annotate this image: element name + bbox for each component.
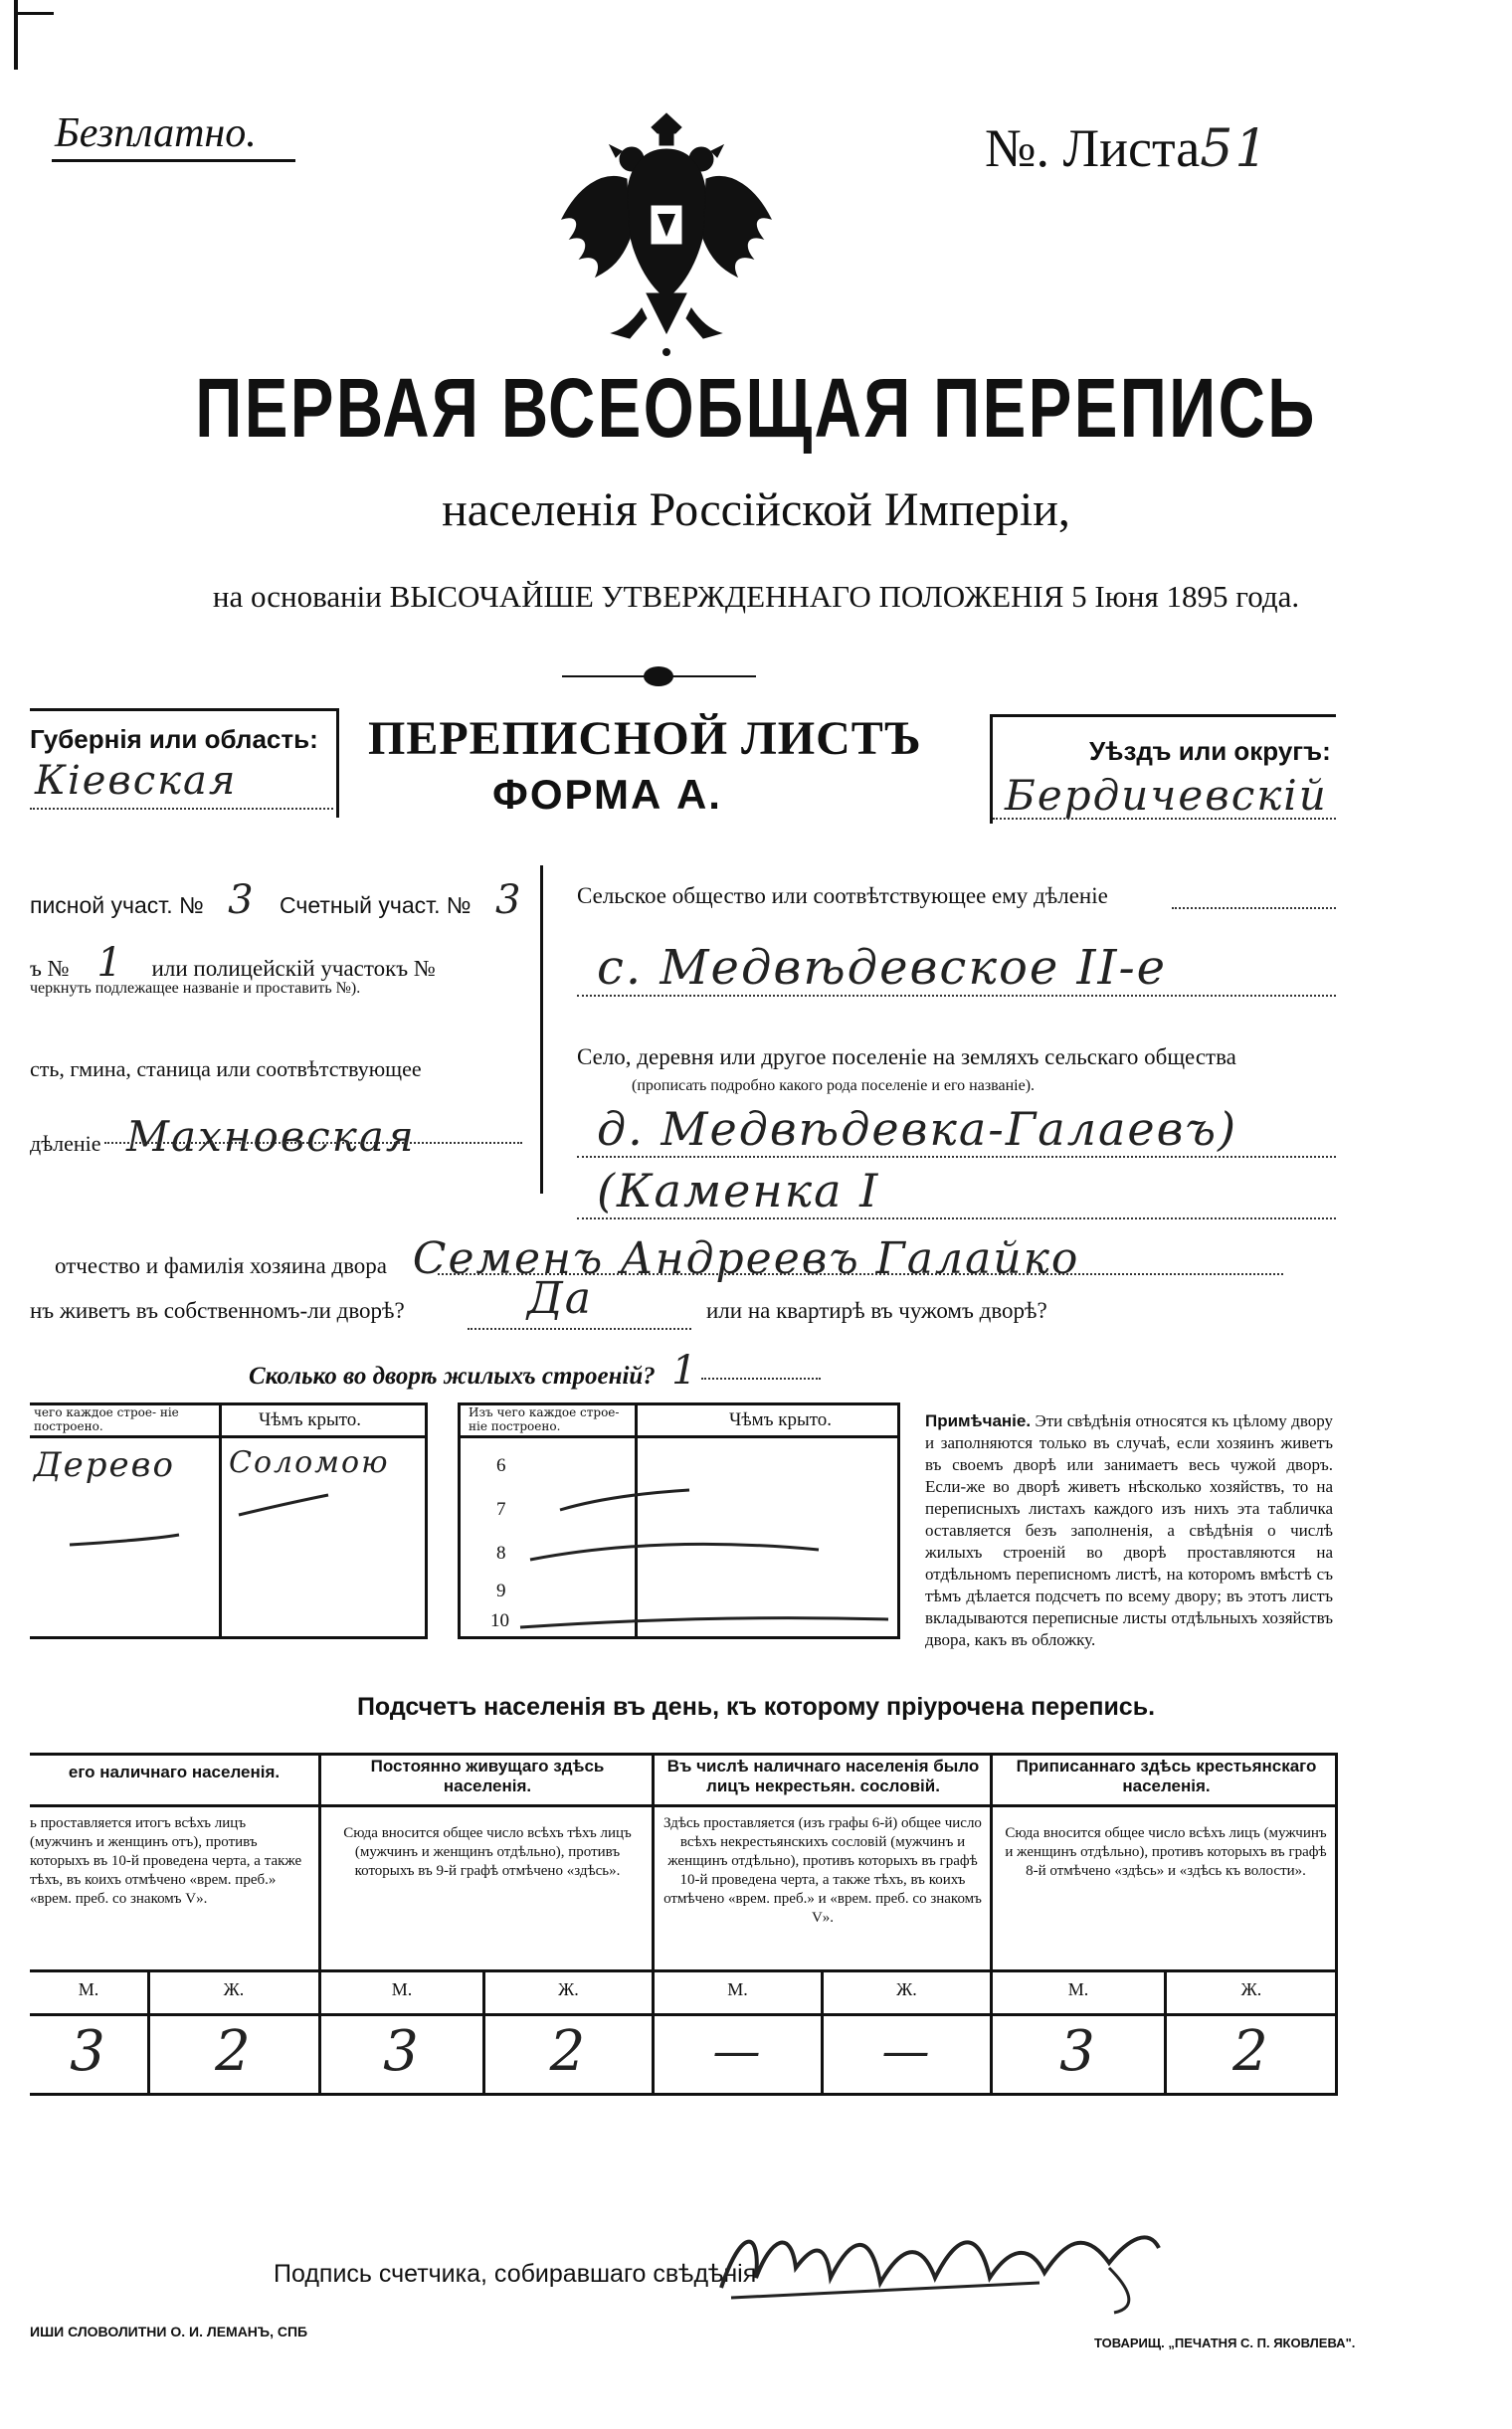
- row1-material: Дерево: [34, 1445, 175, 1485]
- buildings-table-right: [458, 1402, 900, 1639]
- buildings-table: [30, 1402, 900, 1639]
- pop-col4-head: Приписаннаго здѣсь крестьянскаго населенія.: [1016, 1757, 1317, 1795]
- pop-col1-head: его наличнаго населенія.: [68, 1763, 281, 1781]
- pop-col2-head: Постоянно живущаго здѣсь населенія.: [370, 1757, 605, 1795]
- printer-right: ТОВАРИЩ. „ПЕЧАТНЯ С. П. ЯКОВЛЕВА".: [1094, 2336, 1356, 2350]
- printer-left: ИШИ СЛОВОЛИТНИ О. И. ЛЕМАНЪ, СПБ: [30, 2324, 308, 2339]
- enumerator-signature: [711, 2208, 1169, 2318]
- pop-col3-zh-value: —: [881, 2023, 932, 2079]
- rule: [336, 708, 339, 818]
- selo-note: (прописать подробно какого рода поселеніе и его названіе).: [632, 1077, 1036, 1094]
- pop-col4-zh-label: Ж.: [1240, 1979, 1262, 1999]
- row-number-7: 7: [496, 1499, 506, 1520]
- buildings-label: Сколько во дворѣ жилыхъ строеній?: [249, 1363, 656, 1390]
- basis-line: на основаніи ВЫСОЧАЙШЕ УТВЕРЖДЕННАГО ПОЛОЖЕНІЯ 5 Іюня 1895 года.: [212, 579, 1300, 614]
- rule: [30, 708, 338, 711]
- pop-col3-desc: Здѣсь проставляется (изъ графы 6-й) общее число всѣхъ некрестьянскихъ сословій (мужчинъ и женщинъ отдѣльно), противъ которыхъ въ графѣ 10-й проведена черта, а также тѣхъ, въ коихъ отмѣчено «врем. преб.» и «врем. преб. со знакомъ V».: [663, 1815, 982, 1926]
- pop-col2-zh-value: 2: [549, 2019, 588, 2084]
- dotted-line: [577, 1156, 1336, 1158]
- delenie-label-text: дѣленіе: [30, 1131, 101, 1156]
- buildings-field: [249, 1348, 699, 1394]
- buildings-value: 1: [671, 1348, 699, 1394]
- schetny-label-text: Счетный участ. №: [279, 892, 472, 918]
- column-divider: [540, 865, 543, 1194]
- perepisnoy-label: [30, 877, 540, 923]
- binding-mark: [14, 12, 54, 15]
- pop-col1-zh-value: 2: [215, 2019, 253, 2084]
- sheet-number: [985, 117, 1269, 179]
- row-number-6: 6: [496, 1455, 506, 1476]
- selo-value-1: д. Медвѣдевка-Галаевъ): [597, 1102, 1238, 1156]
- volost-label: сть, гмина, станица или соотвѣтствующее: [30, 1056, 422, 1081]
- signature-label: Подпись счетчика, собиравшаго свѣдѣнія: [274, 2260, 757, 2288]
- dotted-line: [468, 1328, 691, 1330]
- sheet-number-label: №. Листа: [985, 118, 1201, 178]
- col-roof-left: Чѣмъ крыто.: [259, 1409, 362, 1430]
- gubernia-label: Губернія или область:: [30, 724, 318, 754]
- pop-col2-m-value: 3: [383, 2019, 421, 2084]
- population-table: [30, 1753, 1338, 2096]
- binding-mark: [14, 0, 18, 70]
- sheet-number-value: 51: [1200, 119, 1270, 179]
- pop-col1-desc: ь проставляется итогъ всѣхъ лицъ (мужчинъ и женщинъ отъ), противъ которыхъ въ 10-й проведена черта, а также тѣхъ, въ коихъ отмѣчено «врем. преб.» «врем. преб. со знакомъ V».: [30, 1815, 302, 1907]
- police-label-text: или полицейскій участокъ №: [151, 956, 436, 981]
- pop-col4-desc: Сюда вносится общее число всѣхъ лицъ (мужчинъ и женщинъ отдѣльно), противъ которыхъ въ графѣ 8-й отмѣчено «здѣсь» и «здѣсь къ волости».: [1005, 1825, 1327, 1879]
- dotted-line: [30, 808, 333, 810]
- buildings-table-left: [30, 1402, 428, 1639]
- row-number-8: 8: [496, 1543, 506, 1564]
- col-material-left: чего каждое строе- ніе построено.: [34, 1405, 179, 1433]
- pop-col1-zh-label: Ж.: [223, 1979, 245, 1999]
- free-underline: [52, 159, 295, 162]
- population-title: Подсчетъ населенія въ день, къ которому пріурочена перепись.: [356, 1693, 1156, 1721]
- page-title: ПЕРВАЯ ВСЕОБЩАЯ ПЕРЕПИСЬ: [195, 361, 1317, 455]
- perepisnoy-label-text: писной участ. №: [30, 892, 204, 918]
- delenie-field: [30, 1112, 416, 1161]
- lives-value: Да: [527, 1273, 594, 1324]
- dotted-line: [1172, 907, 1336, 909]
- pop-col1-m-value: 3: [70, 2019, 107, 2084]
- pop-col3-m-value: —: [712, 2023, 763, 2079]
- pop-col3-m-label: М.: [727, 1979, 748, 1999]
- row-number-10: 10: [490, 1610, 509, 1631]
- uezd-label: Уѣздъ или округъ:: [1089, 736, 1331, 766]
- selo-label: Село, деревня или другое поселеніе на земляхъ сельскаго общества: [577, 1044, 1236, 1069]
- note-block: [925, 1410, 1333, 1651]
- stan-label-text: ъ №: [30, 956, 70, 981]
- selo-value-2: (Каменка I: [597, 1164, 880, 1217]
- pop-col2-zh-label: Ж.: [558, 1979, 579, 1999]
- dotted-line: [577, 1217, 1336, 1219]
- dotted-line: [993, 818, 1336, 820]
- rule: [990, 714, 993, 824]
- pop-col3-head: Въ числѣ наличнаго населенія было лицъ некрестьян. сословій.: [666, 1757, 980, 1795]
- obshchestvo-value: с. Медвѣдевское II-е: [597, 940, 1168, 996]
- schetny-value: 3: [494, 877, 523, 923]
- police-note: черкнуть подлежащее названіе и проставить №).: [30, 980, 361, 997]
- pop-col1-m-label: М.: [78, 1979, 99, 1999]
- dash-marks: [30, 1485, 425, 1634]
- pop-col4-m-value: 3: [1059, 2019, 1097, 2084]
- note-text: Эти свѣдѣнія относятся къ цѣлому двору и заполняются только въ случаѣ, если хозяинъ живетъ въ своемъ дворѣ или занимаетъ весь чужой дворъ. Если-же во дворѣ живетъ нѣсколько хозяйствъ, то на переписныхъ листахъ каждого изъ нихъ эта табличка оставляется безъ заполненія, а свѣдѣнія о числѣ жилыхъ строеній во дворѣ проставляются на отдѣльномъ переписномъ листѣ, на которомъ вмѣстѣ съ тѣмъ дѣлается подсчетъ по всему двору; въ этотъ листъ вкладываются переписные листы отдѣльныхъ хозяйствъ двора, какъ въ обложку.: [925, 1411, 1333, 1649]
- note-title: Примѣчаніе.: [925, 1411, 1032, 1430]
- gubernia-value: Кіевская: [35, 758, 238, 804]
- dash-marks: [461, 1440, 897, 1639]
- pop-col4-zh-value: 2: [1232, 2019, 1270, 2084]
- free-label: Безплатно.: [55, 110, 257, 156]
- rule: [990, 714, 1336, 717]
- dotted-line: [104, 1142, 522, 1144]
- form-type: ФОРМА А.: [492, 771, 722, 818]
- pop-col4-m-label: М.: [1067, 1979, 1089, 1999]
- stan-value: 1: [96, 940, 124, 986]
- dotted-line: [701, 1378, 821, 1380]
- rent-label: или на квартирѣ въ чужомъ дворѣ?: [706, 1298, 1047, 1323]
- form-title: ПЕРЕПИСНОЙ ЛИСТЪ: [368, 712, 922, 765]
- perepisnoy-value: 3: [228, 877, 256, 923]
- delenie-value: Махновская: [126, 1112, 416, 1161]
- ornament-divider: [562, 666, 756, 686]
- col-roof-right: Чѣмъ крыто.: [729, 1409, 833, 1430]
- obshchestvo-label: Сельское общество или соотвѣтствующее ему дѣленіе: [577, 883, 1108, 908]
- dotted-line: [577, 995, 1336, 997]
- pop-col2-desc: Сюда вносится общее число всѣхъ тѣхъ лицъ (мужчинъ и женщинъ отдѣльно), противъ которыхъ въ 9-й графѣ отмѣчено «здѣсь».: [343, 1825, 632, 1879]
- uezd-value: Бердичевскій: [1005, 771, 1328, 820]
- page-subtitle: населенія Россійской Имперіи,: [442, 483, 1070, 536]
- lives-label: нъ живетъ въ собственномъ-ли дворѣ?: [30, 1298, 405, 1323]
- row1-roof: Соломою: [229, 1445, 390, 1480]
- pop-col3-zh-label: Ж.: [896, 1979, 917, 1999]
- owner-name-value: Семенъ Андреевъ Галайко: [412, 1233, 1080, 1284]
- double-headed-eagle-icon: [552, 109, 781, 358]
- col-material-right: Изъ чего каждое строе- ніе построено.: [469, 1405, 620, 1433]
- row-number-9: 9: [496, 1581, 506, 1601]
- owner-name-label: отчество и фамилія хозяина двора: [55, 1253, 388, 1278]
- pop-col2-m-label: М.: [391, 1979, 413, 1999]
